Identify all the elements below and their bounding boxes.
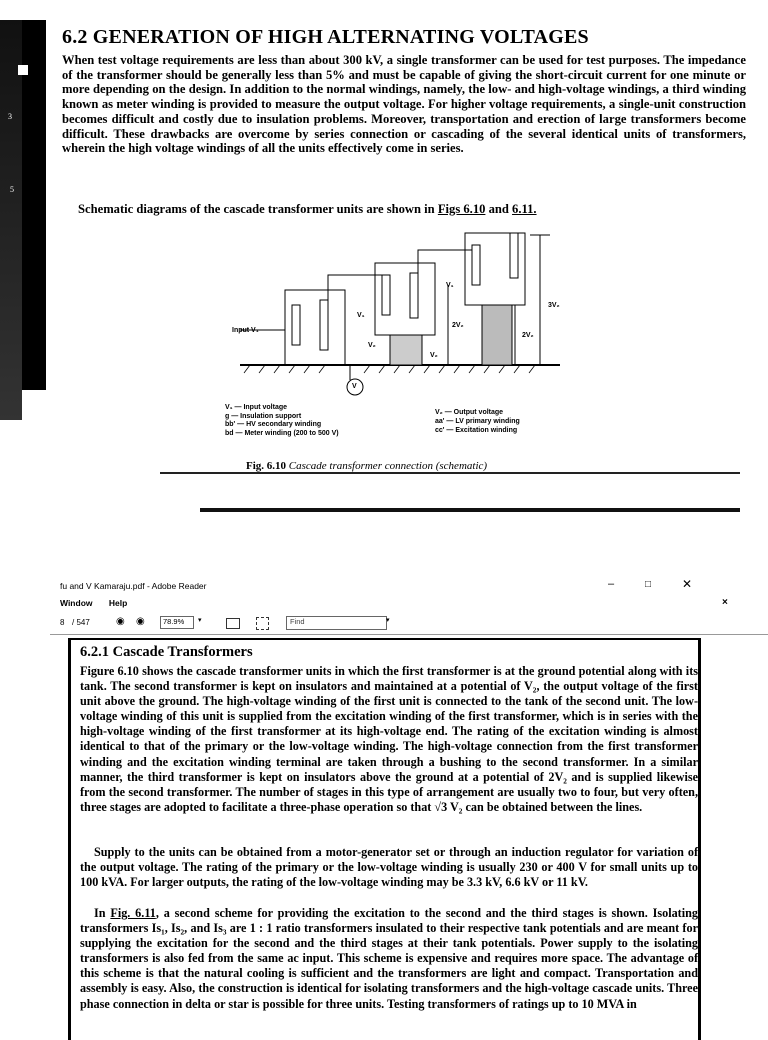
legend-right-2: aa' — LV primary winding	[435, 418, 520, 425]
page-total: / 547	[72, 618, 90, 627]
cursor-mark-icon	[18, 65, 28, 75]
toolbar	[50, 612, 768, 635]
legend-right-1: V₂ — Output voltage	[435, 409, 504, 416]
find-dropdown-icon[interactable]: ▾	[386, 617, 390, 624]
legend-left-1: V₁ — Input voltage	[225, 404, 288, 411]
figure-caption	[246, 460, 487, 472]
label-3v2: 3V₂	[548, 302, 560, 309]
link-fig-6-11[interactable]: Fig. 6.11	[110, 906, 156, 920]
maximize-icon[interactable]: □	[645, 579, 652, 590]
menu-bar	[60, 598, 127, 608]
figure-caption-text: Cascade transformer connection (schematic)	[288, 460, 488, 472]
minimize-icon[interactable]: –	[608, 578, 615, 590]
label-v1-a: V₁	[357, 312, 365, 319]
link-6-11[interactable]: 6.11.	[512, 202, 537, 216]
window-title: fu and V Kamaraju.pdf - Adobe Reader	[60, 581, 207, 591]
paragraph-3-text: , a second scheme for providing the excitation to the second and the third stages is shown. Isolating transformers Is₁, Is₂, and Is₃ are 1 : 1 ratio transformers insulated to their respective tank potentials and are meant for supplying the excitation for the second and the third stages at their tank potentials. Power supply to the isolating transformers is also fed from the same ac input. This scheme is expensive and requires more space. The advantage of this scheme is that the natural cooling is sufficient and the transformers are light and compact. Transportation and assembly is easy. Also, the construction is identical for isolating transformers and the high-voltage cascade units. Three phase connection in delta or star is possible for three units. Testing transformers of ratings up to 10 MVA in	[80, 906, 698, 1011]
label-meter-v: V	[352, 383, 357, 390]
label-input-v1: Input V₁	[232, 327, 259, 334]
top-paragraph-1: When test voltage requirements are less than about 300 kV, a single transformer can be used for test purposes. The impedance of the transformer should be generally less than 5% and must be capable of giving the short-circuit current for one minute or more depending on the design. In addition to the normal windings, namely, the low- and high-voltage windings, a third winding known as meter winding is provided to measure the output voltage. For higher voltage requirements, a single-unit construction becomes difficult and costly due to insulation problems. Moreover, transportation and erection of large transformers become difficult. These drawbacks are overcome by series connection or cascading of the several identical units of transformers, wherein the high voltage windings of all the units effectively come in series.	[62, 53, 746, 156]
and-text: and	[488, 202, 509, 216]
fit-page-icon[interactable]	[226, 618, 240, 629]
label-2v2-a: 2V₂	[452, 322, 464, 329]
bottom-paragraph-2: Supply to the units can be obtained from a motor-generator set or through an induction regulator for variation of the output voltage. The rating of the primary or the low-voltage winding is usually 230 or 400 V for small units up to 100 kVA. For larger outputs, the rating of the low-voltage winding may be 3.3 kV, 6.6 kV or 11 kV.	[80, 845, 698, 890]
zoom-dropdown-icon[interactable]: ▾	[198, 617, 202, 624]
find-placeholder: Find	[290, 617, 305, 626]
menu-help[interactable]: Help	[108, 598, 128, 608]
label-v1-b: V₁	[446, 282, 454, 289]
legend-right-3: cc' — Excitation winding	[435, 427, 518, 434]
legend-left-2: g — Insulation support	[225, 412, 302, 420]
figure-legend-left	[225, 404, 339, 438]
zoom-value: 78.9%	[163, 617, 185, 626]
top-paragraph-2-text: Schematic diagrams of the cascade transformer units are shown in	[78, 202, 435, 216]
paragraph-3-pre: In	[94, 906, 106, 920]
find-input[interactable]	[286, 616, 387, 630]
label-v2-b: V₂	[430, 352, 438, 359]
link-figs-6-10[interactable]: Figs 6.10	[437, 202, 486, 216]
legend-left-3: bb' — HV secondary winding	[225, 421, 322, 429]
zoom-out-icon[interactable]: ◉	[116, 616, 125, 627]
left-dark-margin-fade	[0, 20, 22, 420]
top-paragraph-2	[78, 202, 537, 217]
page-rule-1	[160, 472, 740, 474]
cascade-transformer-diagram	[220, 225, 570, 405]
figure-caption-label: Fig. 6.10	[246, 460, 287, 472]
menu-window[interactable]: Window	[60, 598, 93, 608]
bottom-paragraph-1: Figure 6.10 shows the cascade transformer units in which the first transformer is at the ground potential along with its tank. The second transformer is kept on insulators and maintained at a potential of V₂, the output voltage of the first unit above the ground. The high-voltage winding of the first unit is connected to the tank of the second unit. The low-voltage winding of this unit is supplied from the excitation winding of the first transformer, which is in series with the high-voltage winding of the first transformer at its high-voltage end. The rating of the excitation winding is almost identical to that of the primary or the low-voltage winding. The high-voltage connection from the first transformer winding and the excitation winding terminal are taken through a bushing to the second transformer. In a similar manner, the third transformer is kept on insulators above the ground at a potential of 2V₂ and is supplied likewise from the second transformer. The number of stages in this type of arrangement are usually two to four, but very often, three stages are adopted to facilitate a three-phase operation so that √3 V₂ can be obtained between the lines.	[80, 664, 698, 814]
top-heading: 6.2 GENERATION OF HIGH ALTERNATING VOLTAGES	[62, 26, 589, 48]
window-titlebar	[50, 578, 768, 594]
margin-mark-2: 5	[10, 185, 14, 194]
bottom-heading: 6.2.1 Cascade Transformers	[80, 644, 253, 660]
zoom-field[interactable]	[160, 616, 194, 629]
figure-legend-right	[435, 408, 520, 435]
margin-mark-1: 3	[8, 112, 12, 121]
page-rule-2	[200, 508, 740, 512]
bottom-paragraph-3	[80, 906, 698, 1012]
label-2v2-b: 2V₂	[522, 332, 534, 339]
label-v2-a: V₂	[368, 342, 376, 349]
menu-close-x[interactable]: ×	[722, 597, 728, 608]
zoom-in-icon[interactable]: ◉	[136, 616, 145, 627]
legend-left-4: bd — Meter winding (200 to 500 V)	[225, 429, 339, 437]
close-icon[interactable]: ✕	[682, 577, 693, 591]
fit-width-icon[interactable]	[256, 617, 269, 630]
page-number-input[interactable]: 8	[60, 618, 65, 627]
